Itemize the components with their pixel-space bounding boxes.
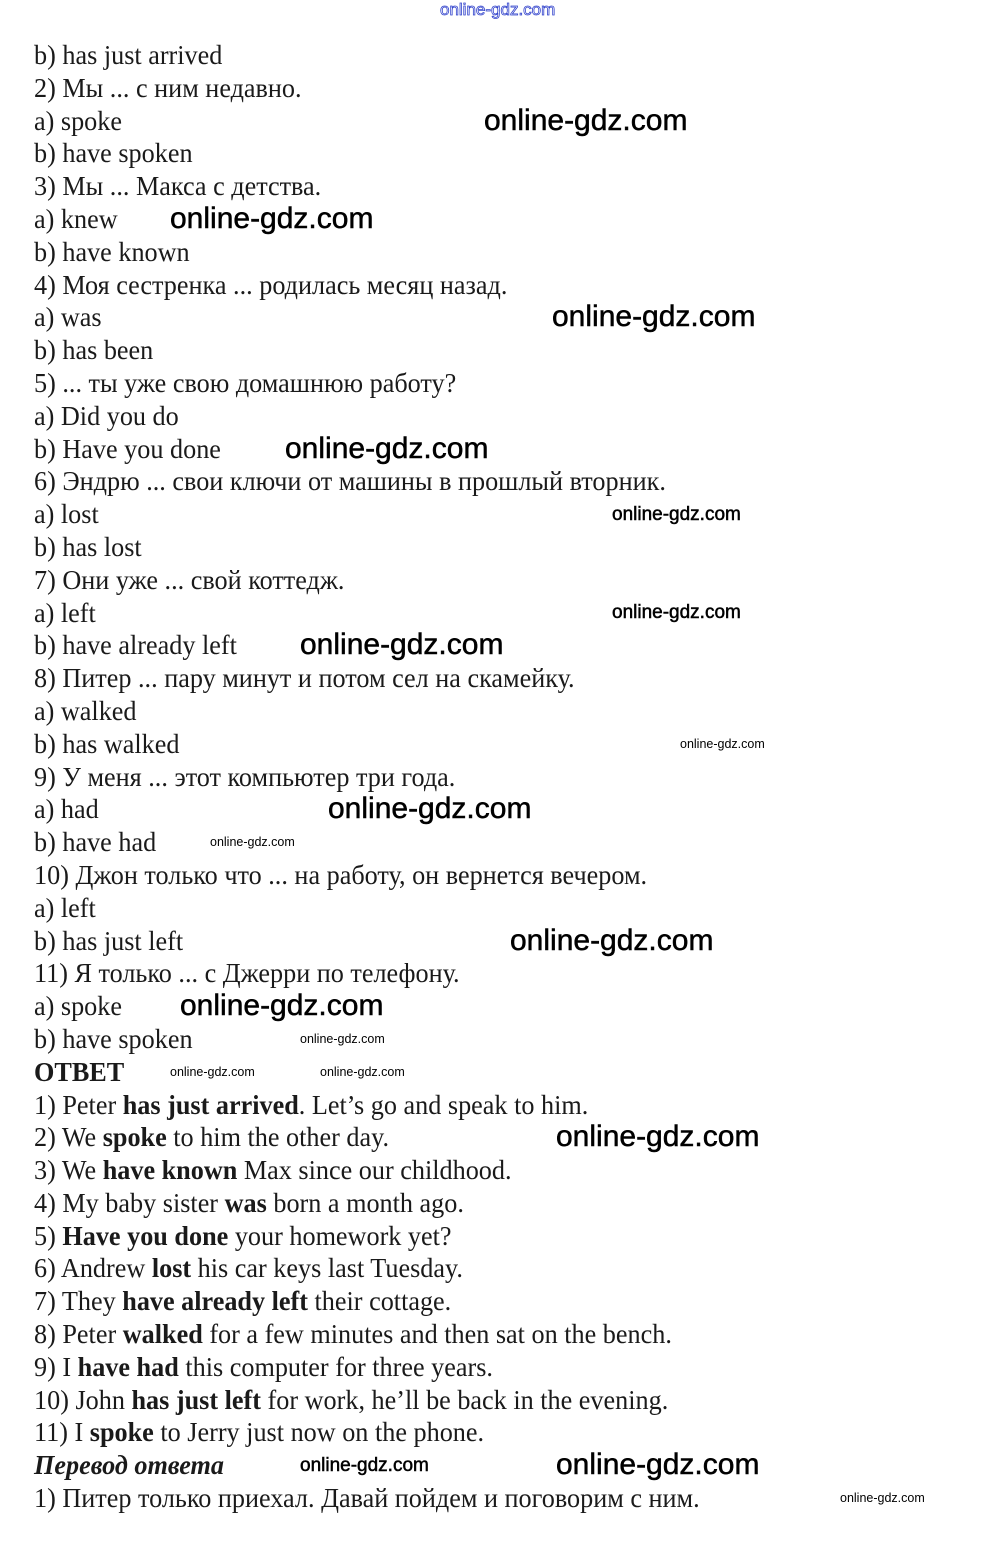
answer-text: to Jerry just now on the phone. [153, 1417, 485, 1448]
watermark: online-gdz.com [300, 1032, 385, 1046]
answer-verb: spoke [89, 1417, 154, 1448]
answer-text: 8) Peter [34, 1319, 123, 1350]
exercise-line: b) Have you done [34, 433, 221, 464]
answer-text: his car keys last Tuesday. [191, 1253, 463, 1284]
answer-text: for a few minutes and then sat on the bench. [202, 1319, 672, 1350]
answer-line [34, 1187, 464, 1220]
watermark: online-gdz.com [612, 602, 741, 623]
watermark: online-gdz.com [300, 1455, 429, 1476]
exercise-line: a) walked [34, 695, 137, 726]
exercise-line: 9) У меня ... этот компьютер три года. [34, 761, 456, 792]
answer-verb: was [224, 1187, 267, 1218]
watermark: online-gdz.com [510, 924, 714, 957]
exercise-line: a) knew [34, 203, 118, 234]
exercise-line: 5) ... ты уже свою домашнюю работу? [34, 367, 457, 398]
header-watermark: online-gdz.com [440, 0, 556, 19]
answer-text: 6) Andrew [34, 1253, 152, 1284]
watermark: online-gdz.com [210, 835, 295, 849]
exercise-line: 10) Джон только что ... на работу, он вернется вечером. [34, 859, 648, 890]
exercise-line: b) has been [34, 335, 154, 366]
watermark: online-gdz.com [840, 1491, 925, 1505]
exercise-line: b) has just left [34, 925, 184, 956]
answer-text: for work, he’ll be back in the evening. [260, 1384, 669, 1415]
watermark: online-gdz.com [300, 628, 504, 661]
watermark: online-gdz.com [556, 1120, 760, 1153]
answer-line [34, 1220, 452, 1253]
answer-line [34, 1318, 672, 1351]
answer-verb: have already left [122, 1286, 308, 1317]
exercise-line: b) has just arrived [34, 40, 223, 70]
exercise-line: b) have already left [34, 630, 237, 661]
exercise-line: b) have had [34, 827, 157, 858]
answer-text: Max since our childhood. [237, 1155, 512, 1186]
watermark: online-gdz.com [170, 1065, 255, 1079]
exercise-line: a) was [34, 302, 102, 333]
answer-text: born a month ago. [266, 1187, 464, 1218]
answer-verb: walked [122, 1319, 203, 1350]
watermark: online-gdz.com [552, 300, 756, 333]
watermark: online-gdz.com [680, 737, 765, 751]
exercise-line: 8) Питер ... пару минут и потом сел на скамейку. [34, 663, 575, 694]
exercise-line: 11) Я только ... с Джерри по телефону. [34, 958, 460, 989]
answer-text: 3) We [34, 1155, 103, 1186]
answer-text: 5) [34, 1220, 63, 1251]
answer-line [34, 1154, 512, 1187]
translation-heading: Перевод ответа [34, 1450, 224, 1481]
answer-verb: has just left [131, 1384, 261, 1415]
exercise-line: 4) Моя сестренка ... родилась месяц назад. [34, 269, 508, 300]
answer-line [34, 1285, 451, 1318]
watermark: online-gdz.com [484, 104, 688, 137]
watermark: online-gdz.com [328, 792, 532, 825]
answer-text: 2) We [34, 1122, 103, 1153]
answer-verb: has just arrived [122, 1089, 299, 1120]
document-body [34, 39, 700, 1515]
answer-verb: lost [151, 1253, 192, 1284]
answer-heading: ОТВЕТ [34, 1056, 125, 1087]
answer-text: their cottage. [307, 1286, 452, 1317]
answer-text: . Let’s go and speak to him. [298, 1089, 589, 1120]
answer-line [34, 1121, 389, 1154]
answer-line [34, 1089, 588, 1122]
answer-verb: spoke [102, 1122, 167, 1153]
watermark: online-gdz.com [556, 1448, 760, 1481]
translation-line: 1) Питер только приехал. Давай пойдем и поговорим с ним. [34, 1483, 700, 1514]
exercise-line: a) Did you do [34, 400, 179, 431]
answer-line [34, 1252, 463, 1285]
exercise-line: a) lost [34, 499, 99, 530]
watermark: online-gdz.com [320, 1065, 405, 1079]
exercise-line: b) have known [34, 236, 190, 267]
answer-text: 11) I [34, 1417, 90, 1448]
answer-verb: Have you done [62, 1220, 229, 1251]
exercise-line: a) left [34, 892, 96, 923]
exercise-line: b) has lost [34, 531, 142, 562]
exercise-line: 3) Мы ... Макса с детства. [34, 171, 322, 202]
answer-verb: have had [77, 1351, 179, 1382]
exercise-line: 6) Эндрю ... свои ключи от машины в прошлый вторник. [34, 466, 666, 497]
answer-text: 1) Peter [34, 1089, 123, 1120]
answer-text: 9) I [34, 1351, 78, 1382]
answer-line [34, 1351, 493, 1384]
watermark: online-gdz.com [612, 504, 741, 525]
exercise-line: b) have spoken [34, 138, 193, 169]
exercise-line: a) spoke [34, 105, 122, 136]
watermark: online-gdz.com [285, 432, 489, 465]
answer-line [34, 1384, 668, 1417]
answer-text: to him the other day. [166, 1122, 390, 1153]
answer-text: this computer for three years. [178, 1351, 493, 1382]
exercise-line: 7) Они уже ... свой коттедж. [34, 564, 345, 595]
exercise-line: a) spoke [34, 991, 122, 1022]
exercise-line: 2) Мы ... с ним недавно. [34, 72, 302, 103]
exercise-line: b) has walked [34, 728, 180, 759]
answer-verb: have known [102, 1155, 238, 1186]
answer-text: 4) My baby sister [34, 1187, 225, 1218]
answer-line [34, 1416, 484, 1449]
answer-text: 10) John [34, 1384, 132, 1415]
exercise-line: a) left [34, 597, 96, 628]
exercise-line: b) have spoken [34, 1023, 193, 1054]
answer-text: 7) They [34, 1286, 123, 1317]
answer-text: your homework yet? [228, 1220, 452, 1251]
exercise-line: a) had [34, 794, 99, 825]
watermark: online-gdz.com [180, 989, 384, 1022]
watermark: online-gdz.com [170, 202, 374, 235]
